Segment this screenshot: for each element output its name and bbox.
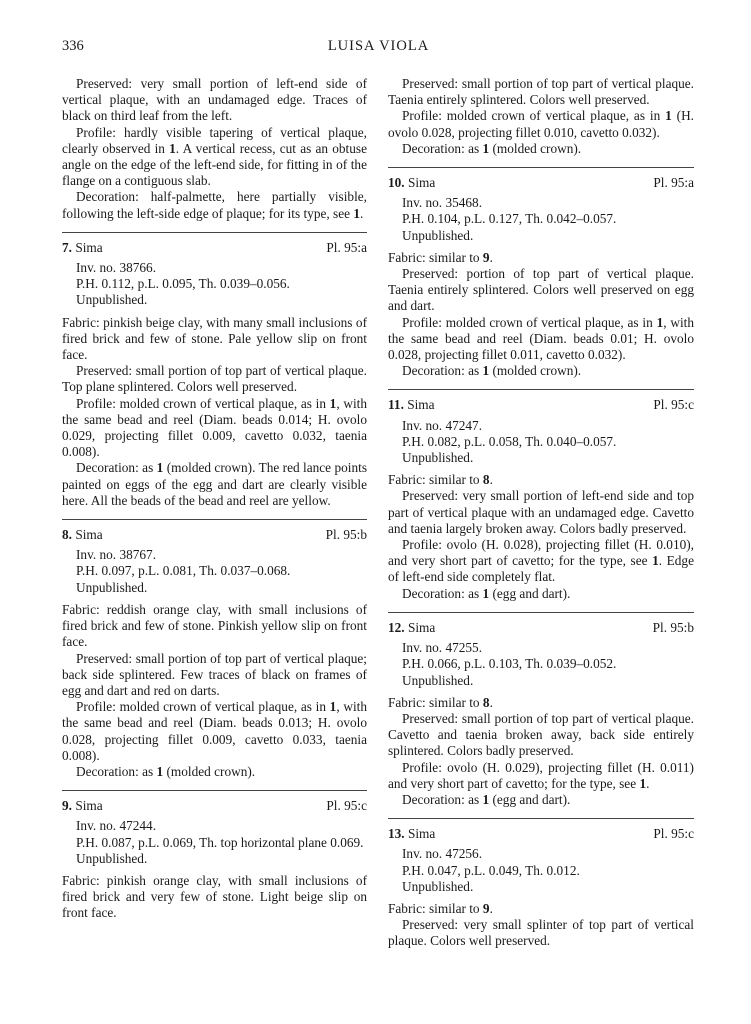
plate-reference: Pl. 95:a <box>326 239 367 255</box>
catalog-entry-12 <box>388 612 694 808</box>
paragraph: Preserved: small portion of top part of vertical plaque. Top plane splintered. Colors well preserved. <box>62 363 367 395</box>
plate-reference: Pl. 95:b <box>325 527 367 543</box>
entry-heading: 10. Sima Pl. 95:a <box>388 175 694 191</box>
paragraph: Fabric: similar to 8. <box>388 472 493 488</box>
paragraph: Preserved: small portion of top part of vertical plaque. Cavetto and taenia broken away, back side entirely splintered. Colors badly preserved. <box>388 710 694 759</box>
paragraph: Fabric: similar to 9. <box>388 900 493 916</box>
entry-heading: 12. Sima Pl. 95:b <box>388 619 694 635</box>
paragraph: Fabric: pinkish beige clay, with many small inclusions of fired brick and few of stone. Pale yellow slip on front face. <box>62 314 367 363</box>
entry-meta: Inv. no. 47256. P.H. 0.047, p.L. 0.049, Th. 0.012. Unpublished. <box>402 846 580 894</box>
paragraph: Decoration: as 1 (molded crown). <box>402 363 582 379</box>
paragraph: Profile: ovolo (H. 0.028), projecting fillet (H. 0.010), and very short part of cavetto; for the type, see 1. Edge of left-end side completely flat. <box>388 537 694 585</box>
entry-heading: 7. Sima Pl. 95:a <box>62 239 367 255</box>
catalog-entry-11 <box>388 389 694 601</box>
plate-reference: Pl. 95:c <box>653 826 694 842</box>
page-header <box>62 38 695 60</box>
catalog-entry-9 <box>62 790 367 921</box>
paragraph: Preserved: very small splinter of top part of vertical plaque. Colors well preserved. <box>388 917 694 949</box>
left-column <box>62 76 367 922</box>
paragraph: Profile: molded crown of vertical plaque, as in 1, with the same bead and reel (Diam. beads 0.01; H. ovolo 0.028, projecting fillet 0.011, cavetto 0.032). <box>388 314 694 363</box>
paragraph: Fabric: similar to 9. <box>388 249 493 265</box>
paragraph: Decoration: as 1 (egg and dart). <box>402 585 571 601</box>
catalog-entry-8 <box>62 519 367 780</box>
paragraph: Fabric: reddish orange clay, with small inclusions of fired brick and few of stone. Pinkish yellow slip on front face. <box>62 601 367 650</box>
paragraph: Preserved: portion of top part of vertical plaque. Taenia entirely splintered. Colors well preserved on egg and dart. <box>388 266 694 314</box>
paragraph: Profile: molded crown of vertical plaque, as in 1, with the same bead and reel (Diam. beads 0.013; H. ovolo 0.028, projecting fillet 0.009, cavetto 0.033, taenia 0.008). <box>62 699 367 763</box>
paragraph: Fabric: pinkish orange clay, with small inclusions of fired brick and very few of stone. Light beige slip on front face. <box>62 872 367 921</box>
paragraph: Preserved: very small portion of left-end side and top part of vertical plaque with an undamaged edge. Cavetto and taenia largely broken away. Colors badly preserved. <box>388 488 694 536</box>
catalog-entry-10 <box>388 167 694 379</box>
paragraph: Profile: hardly visible tapering of vertical plaque, clearly observed in 1. A vertical recess, cut as an obtuse angle on the edge of the left-end side, for fitting in of the flange on a contiguous slab. <box>62 124 367 189</box>
paragraph: Decoration: as 1 (molded crown). <box>402 140 582 156</box>
plate-reference: Pl. 95:a <box>653 175 694 191</box>
running-title: LUISA VIOLA <box>327 38 430 54</box>
entry-meta: Inv. no. 38767. P.H. 0.097, p.L. 0.081, Th. 0.037–0.068. Unpublished. <box>76 547 291 595</box>
plate-reference: Pl. 95:b <box>652 619 694 635</box>
entry-meta: Inv. no. 47255. P.H. 0.066, p.L. 0.103, Th. 0.039–0.052. Unpublished. <box>402 640 617 688</box>
entry-meta: Inv. no. 47247. P.H. 0.082, p.L. 0.058, Th. 0.040–0.057. Unpublished. <box>402 417 617 466</box>
paragraph: Decoration: as 1 (molded crown). The red lance points painted on eggs of the egg and dart are clearly visible here. All the beads of the bead and reel are yellow. <box>62 460 367 508</box>
paragraph: Preserved: small portion of top part of vertical plaque; back side splintered. Few traces of black on frames of egg and dart and red on darts. <box>62 650 367 698</box>
paragraph: Fabric: similar to 8. <box>388 694 493 710</box>
page-number: 336 <box>62 38 84 54</box>
catalog-entry-7 <box>62 232 367 509</box>
paragraph: Preserved: small portion of top part of vertical plaque. Taenia entirely splintered. Colors well preserved. <box>388 76 694 108</box>
entry-meta: Inv. no. 35468. P.H. 0.104, p.L. 0.127, Th. 0.042–0.057. Unpublished. <box>402 195 617 243</box>
entry-heading: 8. Sima Pl. 95:b <box>62 527 367 543</box>
paragraph: Profile: molded crown of vertical plaque, as in 1 (H. ovolo 0.028, projecting fillet 0.010, cavetto 0.032). <box>388 108 694 140</box>
paragraph: Decoration: half-palmette, here partially visible, following the left-side edge of plaque; for its type, see 1. <box>62 189 367 221</box>
entry-heading: 9. Sima Pl. 95:c <box>62 798 367 814</box>
paragraph: Decoration: as 1 (egg and dart). <box>402 791 571 807</box>
paragraph: Profile: ovolo (H. 0.029), projecting fillet (H. 0.011) and very short part of cavetto; for the type, see 1. <box>388 759 694 791</box>
entry-meta: Inv. no. 38766. P.H. 0.112, p.L. 0.095, Th. 0.039–0.056. Unpublished. <box>76 260 290 308</box>
plate-reference: Pl. 95:c <box>653 397 694 413</box>
right-column <box>388 76 694 950</box>
entry-heading: 13. Sima Pl. 95:c <box>388 826 694 842</box>
entry-meta: Inv. no. 47244. P.H. 0.087, p.L. 0.069, Th. top horizontal plane 0.069. Unpublished. <box>76 818 364 866</box>
paragraph: Preserved: very small portion of left-end side of vertical plaque, with an undamaged edge. Traces of black on third leaf from the left. <box>62 76 367 124</box>
paragraph: Profile: molded crown of vertical plaque, as in 1, with the same bead and reel (Diam. beads 0.014; H. ovolo 0.029, projecting fillet 0.009, cavetto 0.032, taenia 0.008). <box>62 395 367 460</box>
catalog-entry-13 <box>388 818 694 949</box>
paragraph: Decoration: as 1 (molded crown). <box>76 763 256 779</box>
entry-heading: 11. Sima Pl. 95:c <box>388 397 694 413</box>
plate-reference: Pl. 95:c <box>326 798 367 814</box>
